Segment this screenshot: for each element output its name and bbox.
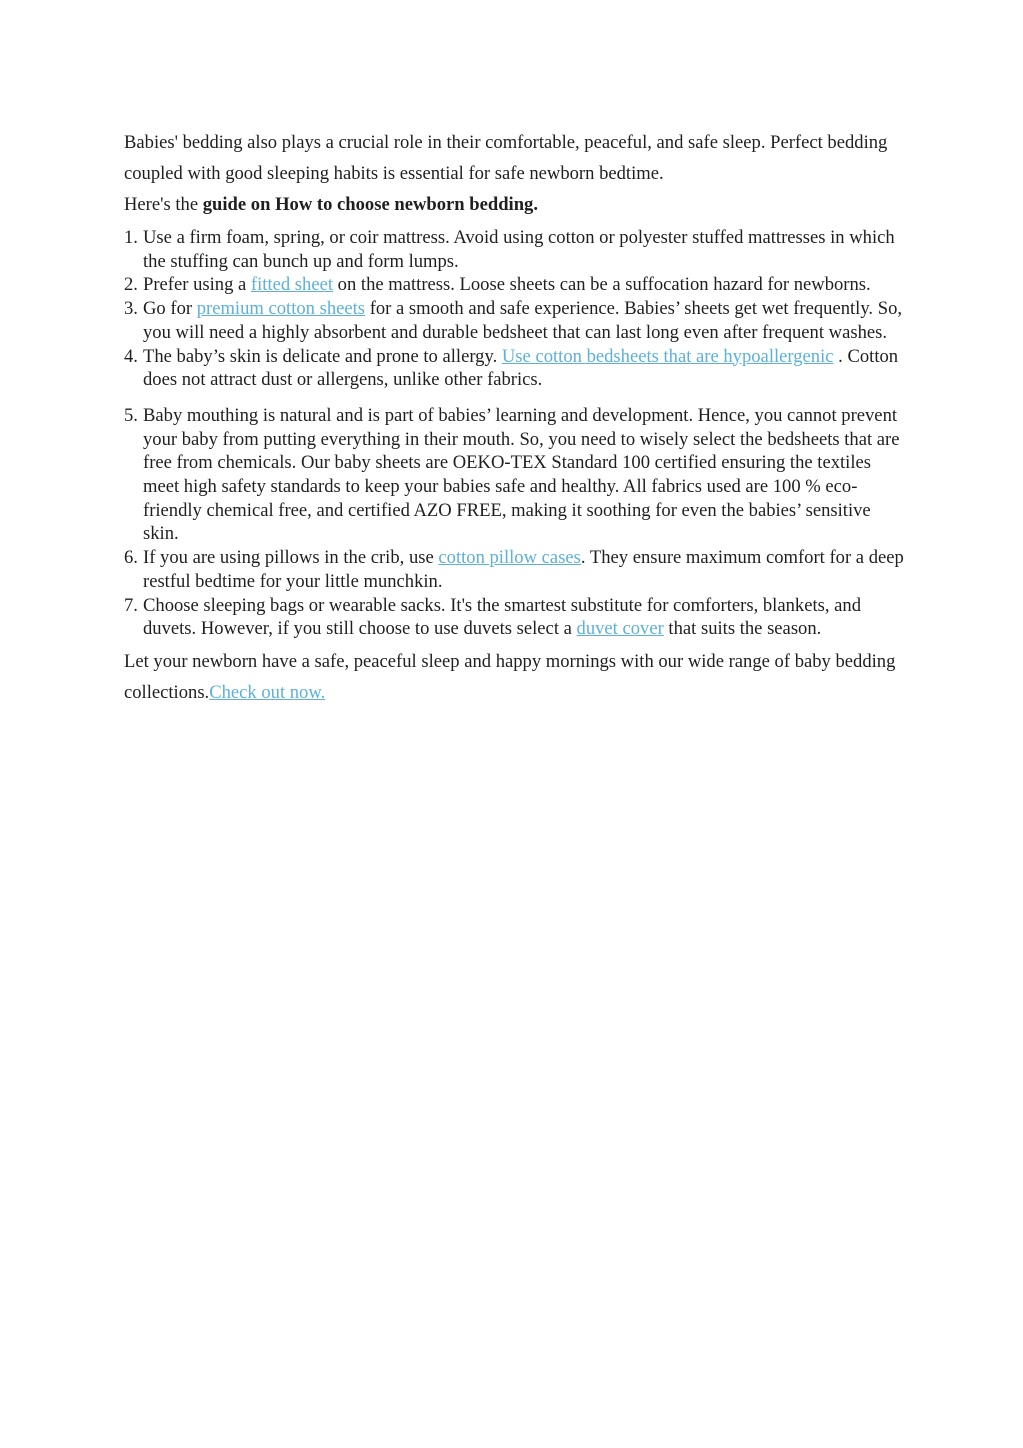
guide-heading xyxy=(124,189,904,220)
list-item-text: Use a firm foam, spring, or coir mattress. Avoid using cotton or polyester stuffed mattresses in which the stuffing can bunch up and form lumps. xyxy=(143,227,895,272)
list-item-text: Baby mouthing is natural and is part of babies’ learning and development. Hence, you cannot prevent your baby from putting everything in their mouth. So, you need to wisely select the bedsheets that are free from chemicals. Our baby sheets are OEKO-TEX Standard 100 certified ensuring the textiles meet high safety standards to keep your babies safe and healthy. All fabrics used are 100 % eco-friendly chemical free, and certified AZO FREE, making it soothing for even the babies’ sensitive skin. xyxy=(143,404,900,545)
list-item-3 xyxy=(124,297,904,344)
duvet-cover-link[interactable]: duvet cover xyxy=(576,618,664,640)
list-item-text-after: for a smooth and safe experience. Babies’ sheets get wet frequently. So, you will need a highly absorbent and durable bedsheet that can last long even after frequent washes. xyxy=(143,298,903,343)
list-item-text-before: The baby’s skin is delicate and prone to allergy. xyxy=(143,345,502,367)
list-number: 1. xyxy=(124,227,138,248)
list-item-4 xyxy=(124,345,904,392)
list-item-text-after: . They ensure maximum comfort for a deep restful bedtime for your little munchkin. xyxy=(143,547,904,592)
list-item-text-after: on the mattress. Loose sheets can be a suffocation hazard for newborns. xyxy=(333,274,871,296)
list-number: 5. xyxy=(124,404,138,426)
list-number: 3. xyxy=(124,298,138,320)
list-item-7 xyxy=(124,594,904,641)
list-item-2 xyxy=(124,273,904,297)
document-page xyxy=(124,127,904,708)
fitted-sheet-link[interactable]: fitted sheet xyxy=(250,274,334,296)
list-item-text-before: Choose sleeping bags or wearable sacks. It's the smartest substitute for comforters, blankets, and duvets. However, if you still choose to use duvets select a xyxy=(143,594,861,640)
premium-cotton-sheets-link[interactable]: premium cotton sheets xyxy=(196,298,366,320)
list-item-5 xyxy=(124,404,904,546)
closing-text: Let your newborn have a safe, peaceful sleep and happy mornings with our wide range of baby bedding collections. xyxy=(124,650,896,703)
list-item-text-before: Go for xyxy=(143,298,197,320)
guide-bold-text: guide on How to choose newborn bedding. xyxy=(202,194,538,215)
list-item-text-after: . Cotton does not attract dust or allergens, unlike other fabrics. xyxy=(143,345,899,391)
list-number: 7. xyxy=(124,594,138,616)
list-item-text-after: that suits the season. xyxy=(663,618,822,640)
cotton-pillow-cases-link[interactable]: cotton pillow cases xyxy=(438,547,581,569)
tips-list-part-1 xyxy=(124,226,904,392)
list-number: 4. xyxy=(124,345,138,367)
closing-paragraph xyxy=(124,646,904,708)
intro-paragraph: Babies' bedding also plays a crucial role in their comfortable, peaceful, and safe sleep. Perfect bedding coupled with good sleeping habits is essential for safe newborn bedtime. xyxy=(124,132,888,184)
list-number: 2. xyxy=(124,274,138,296)
list-item-6 xyxy=(124,546,904,593)
list-item-text-before: If you are using pillows in the crib, use xyxy=(143,547,439,569)
check-out-now-link[interactable]: Check out now. xyxy=(209,681,326,703)
list-item-1 xyxy=(124,226,904,273)
hypoallergenic-bedsheets-link[interactable]: Use cotton bedsheets that are hypoallergenic xyxy=(501,345,834,367)
list-item-text-before: Prefer using a xyxy=(143,274,251,296)
list-number: 6. xyxy=(124,547,138,569)
guide-prefix: Here's the xyxy=(124,194,203,215)
tips-list-part-2 xyxy=(124,404,904,641)
